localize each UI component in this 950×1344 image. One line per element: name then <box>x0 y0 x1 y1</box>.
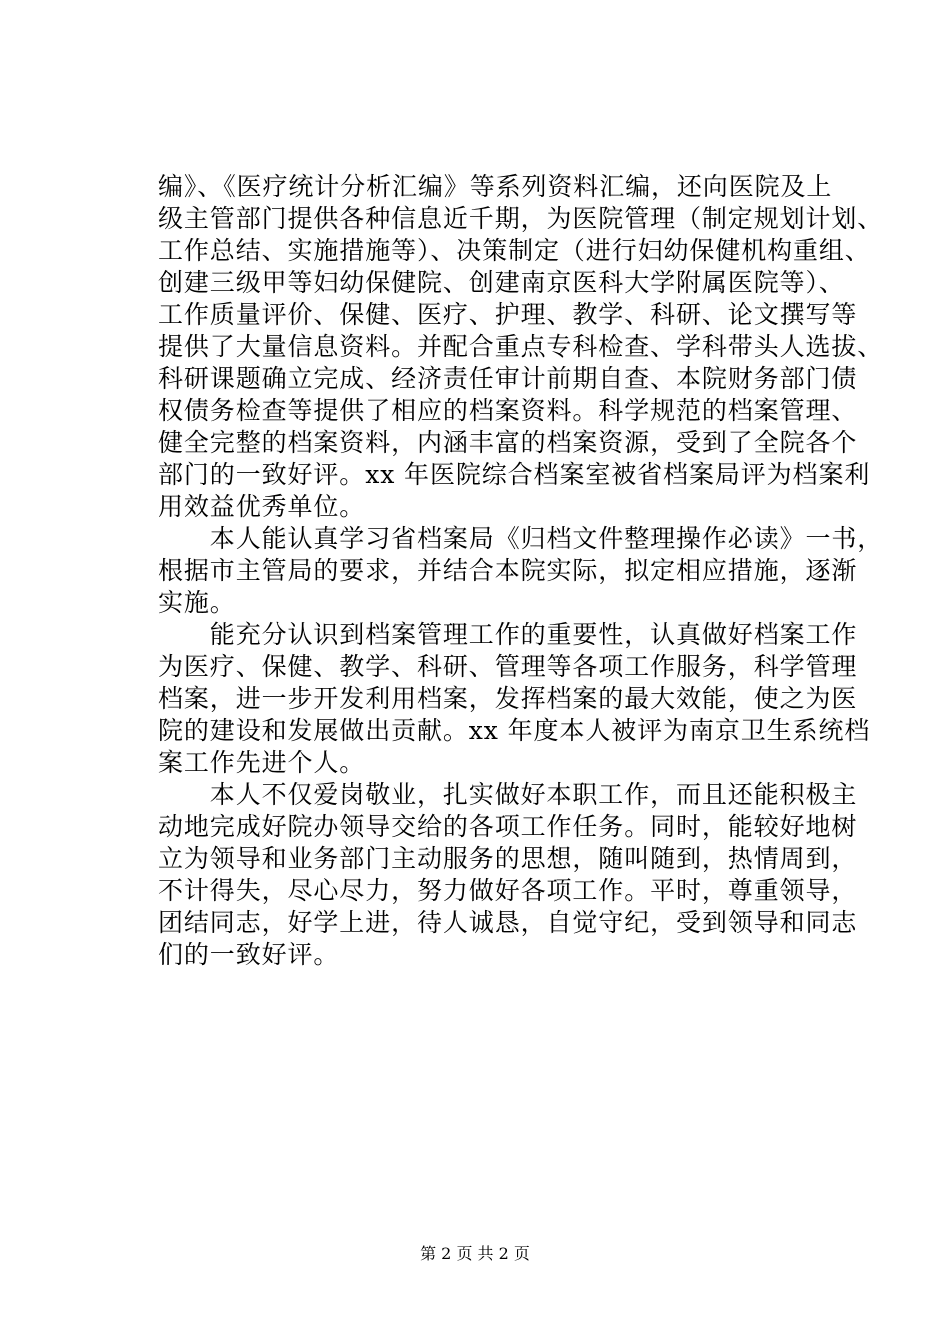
text-line: 为医疗、保健、教学、科研、管理等各项工作服务，科学管理 <box>158 652 858 681</box>
text-line: 能充分认识到档案管理工作的重要性，认真做好档案工作 <box>158 620 858 649</box>
text-line: 提供了大量信息资料。并配合重点专科检查、学科带头人选拔、 <box>158 332 884 361</box>
text-line: 工作总结、实施措施等）、决策制定（进行妇幼保健机构重组、 <box>158 236 871 265</box>
text-line: 权债务检查等提供了相应的档案资料。科学规范的档案管理、 <box>158 396 858 425</box>
text-line: 创建三级甲等妇幼保健院、创建南京医科大学附属医院等）、 <box>158 268 845 297</box>
text-line: 本人能认真学习省档案局《归档文件整理操作必读》一书， <box>158 524 884 553</box>
text-line: 根据市主管局的要求，并结合本院实际，拟定相应措施，逐渐 <box>158 556 858 585</box>
text-line: 健全完整的档案资料，内涵丰富的档案资源，受到了全院各个 <box>158 428 858 457</box>
text-line: 团结同志，好学上进，待人诚恳，自觉守纪，受到领导和同志 <box>158 908 858 937</box>
text-line: 案工作先进个人。 <box>158 748 366 777</box>
text-line: 实施。 <box>158 588 236 617</box>
text-line: 档案，进一步开发利用档案，发挥档案的最大效能，使之为医 <box>158 684 858 713</box>
text-line: 不计得失，尽心尽力，努力做好各项工作。平时，尊重领导， <box>158 876 858 905</box>
text-line: 们的一致好评。 <box>158 940 340 969</box>
text-line: 部门的一致好评。xx 年医院综合档案室被省档案局评为档案利 <box>158 460 871 489</box>
text-line: 科研课题确立完成、经济责任审计前期自查、本院财务部门债 <box>158 364 858 393</box>
text-line: 编》、《医疗统计分析汇编》等系列资料汇编，还向医院及上 <box>158 172 833 201</box>
text-line: 用效益优秀单位。 <box>158 492 366 521</box>
text-line: 级主管部门提供各种信息近千期，为医院管理（制定规划计划、 <box>158 204 884 233</box>
text-line: 工作质量评价、保健、医疗、护理、教学、科研、论文撰写等 <box>158 300 858 329</box>
text-line: 院的建设和发展做出贡献。xx 年度本人被评为南京卫生系统档 <box>158 716 871 745</box>
text-line: 本人不仅爱岗敬业，扎实做好本职工作，而且还能积极主 <box>158 780 858 809</box>
page-number-footer: 第 2 页 共 2 页 <box>420 1244 530 1263</box>
text-line: 立为领导和业务部门主动服务的思想，随叫随到，热情周到， <box>158 844 858 873</box>
document-body <box>158 171 884 971</box>
text-line: 动地完成好院办领导交给的各项工作任务。同时，能较好地树 <box>158 812 858 841</box>
